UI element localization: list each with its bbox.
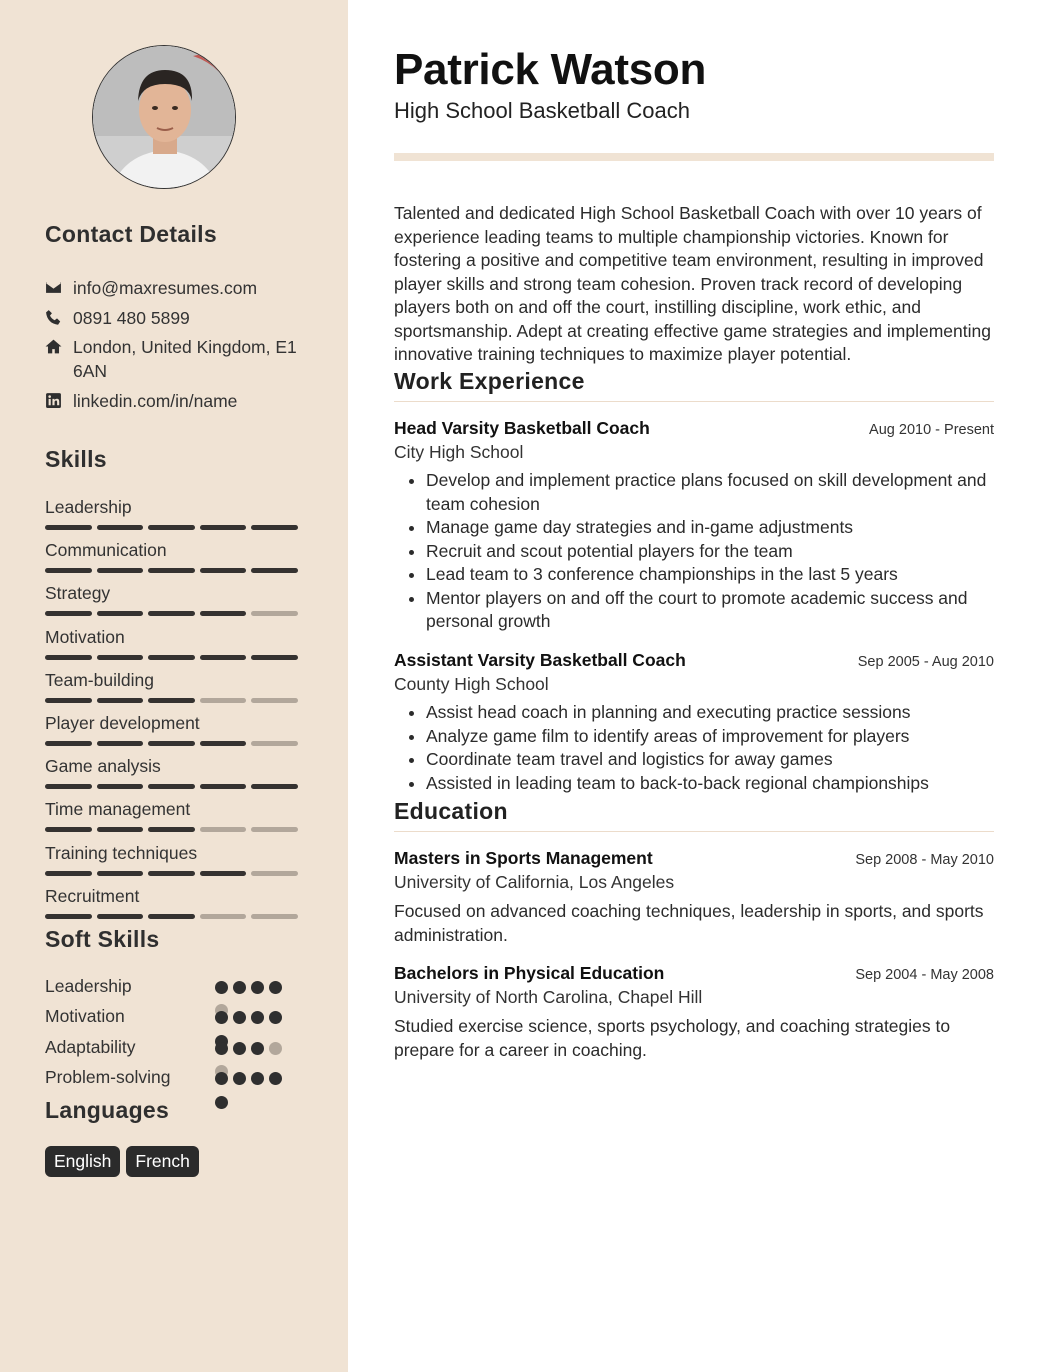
skill-level-segment	[251, 655, 298, 660]
education-desc: Studied exercise science, sports psychology, and coaching strategies to prepare for a career in coaching.	[394, 1016, 951, 1060]
skill-row	[45, 712, 305, 746]
rating-dot	[269, 1072, 282, 1085]
rating-dot	[269, 1042, 282, 1055]
work-experience-heading: Work Experience	[394, 368, 994, 402]
languages-list	[45, 1146, 199, 1177]
skill-label: Training techniques	[45, 842, 198, 863]
phone-icon	[45, 306, 73, 330]
education-entry	[394, 963, 994, 1062]
rating-dot	[233, 1042, 246, 1055]
skill-level-bar	[45, 611, 305, 616]
job-bullet: • Assist head coach in planning and executing practice sessions	[426, 701, 994, 725]
job-date: Aug 2010 - Present	[869, 422, 994, 438]
language-badge: French	[126, 1146, 198, 1177]
rating-dot	[215, 981, 228, 994]
skill-level-segment	[200, 871, 247, 876]
skill-level-segment	[200, 611, 247, 616]
skill-level-segment	[148, 914, 195, 919]
job-org: City High School	[394, 442, 524, 462]
skill-row	[45, 626, 305, 660]
skill-level-segment	[97, 655, 144, 660]
contact-phone-text: 0891 480 5899	[73, 308, 190, 328]
skill-level-segment	[97, 611, 144, 616]
rating-dot	[233, 1011, 246, 1024]
job-bullet: • Assisted in leading team to back-to-back regional championships	[426, 772, 994, 796]
skill-level-segment	[251, 914, 298, 919]
skill-row	[45, 755, 305, 789]
education-desc: Focused on advanced coaching techniques, leadership in sports, and sports administration.	[394, 901, 984, 945]
contact-linkedin[interactable]	[45, 389, 305, 413]
skill-label: Recruitment	[45, 885, 140, 906]
skill-level-segment	[97, 784, 144, 789]
skill-level-segment	[148, 827, 195, 832]
sidebar	[0, 0, 348, 1372]
skill-level-segment	[45, 698, 92, 703]
skill-level-bar	[45, 827, 305, 832]
skill-label: Player development	[45, 713, 200, 733]
skill-level-segment	[45, 611, 92, 616]
education-entry	[394, 848, 994, 947]
job-entry	[394, 650, 994, 795]
skill-level-segment	[200, 914, 247, 919]
skill-level-segment	[45, 784, 92, 789]
soft-skill-row	[45, 1006, 295, 1032]
skill-level-bar	[45, 784, 305, 789]
skill-label: Communication	[45, 540, 167, 561]
rating-dot	[269, 981, 282, 994]
education-date: Sep 2004 - May 2008	[855, 967, 994, 983]
job-bullet: • Coordinate team travel and logistics for away games	[426, 748, 994, 772]
skill-level-segment	[251, 827, 298, 832]
skills-heading: Skills	[45, 446, 107, 472]
skill-level-segment	[97, 568, 144, 573]
job-entry	[394, 418, 994, 634]
skill-level-segment	[200, 525, 247, 530]
skill-row	[45, 582, 305, 616]
job-bullet: • Analyze game film to identify areas of improvement for players	[426, 725, 994, 749]
soft-skill-label: Problem-solving	[45, 1067, 171, 1087]
skill-level-segment	[148, 871, 195, 876]
education-school: University of North Carolina, Chapel Hill	[394, 987, 703, 1007]
job-bullet: • Manage game day strategies and in-game adjustments	[426, 516, 994, 540]
home-icon	[45, 335, 73, 383]
rating-dot	[215, 1011, 228, 1024]
job-date: Sep 2005 - Aug 2010	[857, 654, 994, 670]
skill-level-segment	[251, 568, 298, 573]
education-degree: Masters in Sports Management	[394, 848, 653, 868]
contact-address	[45, 335, 305, 383]
contact-address-text: London, United Kingdom, E1 6AN	[73, 337, 297, 381]
skill-level-segment	[97, 871, 144, 876]
education-school: University of California, Los Angeles	[394, 872, 675, 892]
rating-dot	[251, 1011, 264, 1024]
skill-level-segment	[148, 568, 195, 573]
education-degree: Bachelors in Physical Education	[394, 963, 665, 983]
soft-skill-row	[45, 976, 295, 1002]
skill-row	[45, 885, 305, 919]
soft-skill-row	[45, 1067, 295, 1093]
skill-row	[45, 539, 305, 573]
rating-dot	[215, 1096, 228, 1109]
skill-level-segment	[97, 698, 144, 703]
skill-level-segment	[200, 568, 247, 573]
skill-level-segment	[251, 525, 298, 530]
skill-level-segment	[251, 698, 298, 703]
envelope-icon	[45, 276, 73, 300]
skill-level-segment	[148, 698, 195, 703]
job-role: Assistant Varsity Basketball Coach	[394, 650, 686, 670]
skill-level-segment	[45, 525, 92, 530]
skill-level-segment	[251, 611, 298, 616]
rating-dot	[269, 1011, 282, 1024]
rating-dot	[233, 981, 246, 994]
job-bullet: • Develop and implement practice plans focused on skill development and team cohesion	[426, 469, 994, 516]
skill-level-segment	[45, 827, 92, 832]
job-bullet: • Mentor players on and off the court to promote academic success and personal growth	[426, 587, 994, 634]
skill-level-segment	[200, 784, 247, 789]
languages-heading: Languages	[45, 1097, 170, 1123]
skill-label: Game analysis	[45, 756, 161, 777]
skill-level-segment	[45, 914, 92, 919]
skill-level-segment	[45, 655, 92, 660]
contact-heading: Contact Details	[45, 221, 217, 247]
skill-level-segment	[148, 655, 195, 660]
skill-level-segment	[97, 525, 144, 530]
skill-label: Time management	[45, 799, 191, 820]
header-divider	[394, 153, 994, 161]
soft-skills-heading: Soft Skills	[45, 926, 160, 952]
rating-dot	[215, 1072, 228, 1085]
job-bullet: • Lead team to 3 conference championships in the last 5 years	[426, 563, 994, 587]
skill-level-segment	[97, 914, 144, 919]
candidate-name: Patrick Watson	[394, 45, 707, 94]
skill-level-bar	[45, 914, 305, 919]
skill-level-bar	[45, 871, 305, 876]
skill-level-segment	[148, 611, 195, 616]
education-date: Sep 2008 - May 2010	[855, 852, 994, 868]
skill-level-segment	[200, 741, 247, 746]
skill-level-bar	[45, 655, 305, 660]
soft-skill-label: Adaptability	[45, 1037, 136, 1057]
skill-level-segment	[148, 784, 195, 789]
skill-row	[45, 798, 305, 832]
rating-dot	[233, 1072, 246, 1085]
soft-skill-row	[45, 1037, 295, 1063]
skill-level-bar	[45, 698, 305, 703]
job-bullets	[394, 469, 994, 634]
skill-label: Motivation	[45, 626, 125, 647]
skill-label: Leadership	[45, 497, 132, 517]
skill-level-segment	[251, 784, 298, 789]
skill-level-segment	[148, 741, 195, 746]
skill-level-segment	[97, 827, 144, 832]
skill-level-bar	[45, 741, 305, 746]
soft-skill-label: Leadership	[45, 976, 132, 996]
skill-row	[45, 669, 305, 703]
linkedin-icon	[45, 389, 73, 413]
rating-dot	[215, 1042, 228, 1055]
profile-photo	[92, 45, 236, 189]
job-bullet: • Recruit and scout potential players for the team	[426, 540, 994, 564]
job-bullets	[394, 701, 994, 795]
job-org: County High School	[394, 674, 549, 694]
contact-email[interactable]	[45, 276, 305, 300]
skill-level-segment	[200, 655, 247, 660]
summary-text: Talented and dedicated High School Basketball Coach with over 10 years of experience leading teams to multiple championship victories. Known for fostering a positive and competitive team environment, resulting in improved player skills and strong team cohesion. Proven track record of developing players both on and off the court, instilling discipline, work ethic, and sportsmanship. Adept at creating effective game strategies and implementing innovative training techniques to maximize player potential.	[394, 203, 991, 364]
skill-level-segment	[45, 568, 92, 573]
skill-level-segment	[97, 741, 144, 746]
skill-level-bar	[45, 568, 305, 573]
job-role: Head Varsity Basketball Coach	[394, 418, 650, 438]
rating-dot	[251, 1042, 264, 1055]
education-heading: Education	[394, 798, 994, 832]
skill-label: Team-building	[45, 669, 154, 690]
skill-row	[45, 496, 305, 530]
skill-level-segment	[148, 525, 195, 530]
skill-level-segment	[45, 741, 92, 746]
contact-phone[interactable]	[45, 306, 305, 330]
language-badge: English	[45, 1146, 120, 1177]
skill-level-segment	[45, 871, 92, 876]
soft-skill-label: Motivation	[45, 1006, 125, 1026]
skill-level-segment	[251, 741, 298, 746]
skill-row	[45, 842, 305, 876]
contact-email-text: info@maxresumes.com	[73, 278, 258, 298]
skill-level-segment	[200, 698, 247, 703]
contact-linkedin-text: linkedin.com/in/name	[73, 391, 238, 411]
skill-label: Strategy	[45, 583, 111, 604]
rating-dot	[251, 981, 264, 994]
skill-level-bar	[45, 525, 305, 530]
rating-dot	[251, 1072, 264, 1085]
skill-level-segment	[251, 871, 298, 876]
skill-level-segment	[200, 827, 247, 832]
candidate-title: High School Basketball Coach	[394, 98, 690, 123]
